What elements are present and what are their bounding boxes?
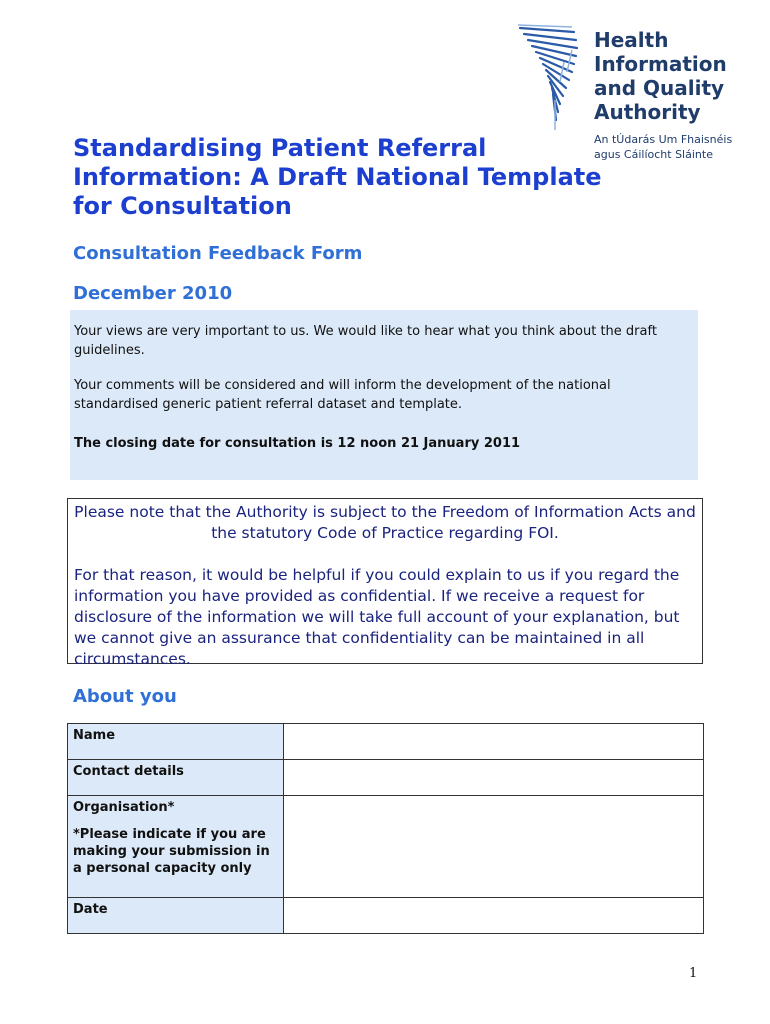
form-date: December 2010 [73, 283, 233, 304]
intro-box [70, 310, 698, 480]
title-line: for Consultation [73, 192, 292, 220]
date-label: Date [68, 898, 284, 934]
date-field[interactable] [284, 898, 704, 934]
document-title [73, 134, 602, 221]
logo-line: Health [594, 28, 669, 52]
about-you-heading: About you [73, 686, 177, 707]
foi-notice-box [67, 498, 703, 668]
name-label: Name [68, 724, 284, 760]
name-field[interactable] [284, 724, 704, 760]
page-number: 1 [689, 966, 698, 981]
table-row [68, 796, 704, 898]
closing-date-text: The closing date for consultation is 12 noon 21 January 2011 [74, 436, 521, 451]
contact-details-field[interactable] [284, 760, 704, 796]
table-row [68, 760, 704, 796]
foi-notice-paragraph: For that reason, it would be helpful if you could explain to us if you regard the information you have provided as confidential. If we receive a request for disclosure of the information we will take full account of your explanation, but we cannot give an assurance that confidentiality can be maintained in all circumstances. [74, 566, 680, 668]
logo-line: and Quality [594, 76, 725, 100]
title-line: Information: A Draft National Template [73, 163, 602, 191]
logo-irish-text [594, 132, 732, 162]
logo-wordmark [594, 28, 727, 124]
logo-line: Information [594, 52, 727, 76]
organisation-note: *Please indicate if you are making your submission in a personal capacity only [73, 827, 270, 876]
title-line: Standardising Patient Referral [73, 134, 487, 162]
intro-paragraph: Your comments will be considered and will inform the development of the national standardised generic patient referral dataset and template. [74, 378, 611, 412]
about-you-table [67, 723, 704, 934]
table-row [68, 724, 704, 760]
form-subtitle: Consultation Feedback Form [73, 243, 363, 264]
organisation-label: Organisation* [73, 800, 175, 815]
contact-details-label: Contact details [68, 760, 284, 796]
logo-irish-line: agus Cáilíocht Sláinte [594, 148, 713, 161]
foi-notice-heading: Please note that the Authority is subject to the Freedom of Information Acts and the statutory Code of Practice regarding FOI. [74, 503, 696, 542]
intro-paragraph: Your views are very important to us. We would like to hear what you think about the draft guidelines. [74, 324, 657, 358]
organisation-field[interactable] [284, 796, 704, 898]
table-row [68, 898, 704, 934]
logo-irish-line: An tÚdarás Um Fhaisnéis [594, 133, 733, 146]
organisation-label-cell [68, 796, 284, 898]
logo-line: Authority [594, 100, 701, 124]
